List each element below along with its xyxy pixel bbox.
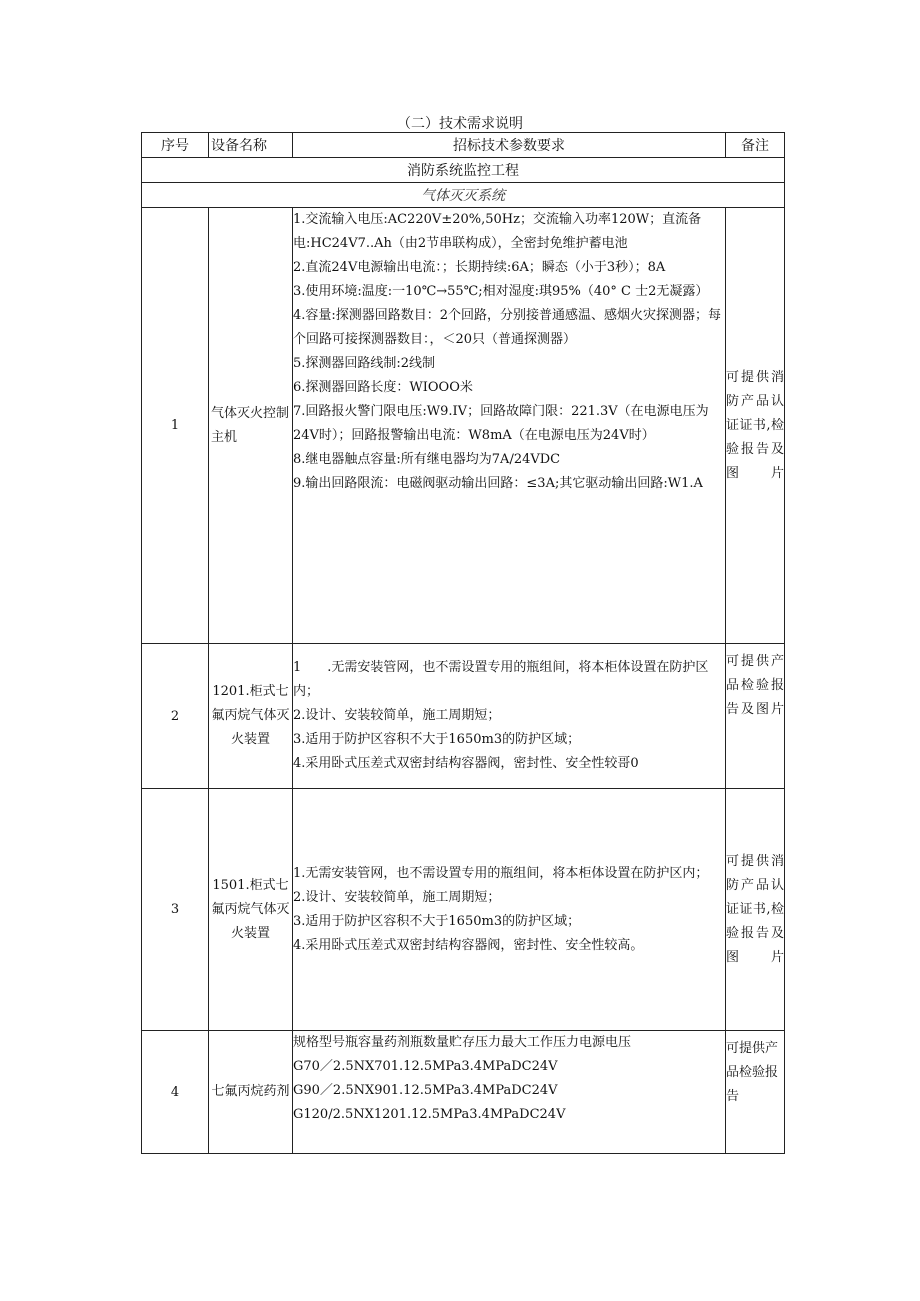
row-params bbox=[293, 644, 726, 789]
header-note: 备注 bbox=[726, 133, 785, 158]
param-line: 1.无需安装管网，也不需设置专用的瓶组间，将本柜体设置在防护区内； bbox=[293, 865, 709, 881]
param-line: 3.适用于防护区容积不大于1650m3的防护区域； bbox=[293, 913, 581, 929]
section-row bbox=[142, 158, 785, 183]
param-line: 1 .无需安装管网，也不需设置专用的瓶组间，将本柜体设置在防护区内； bbox=[293, 660, 709, 699]
row-note: 可提供产品检验报告 bbox=[726, 1031, 785, 1154]
row-device-name: 七氟丙烷药剂 bbox=[209, 1031, 293, 1154]
table-row bbox=[142, 208, 785, 644]
param-line: 4.容量:探测器回路数目：2个回路，分别接普通感温、感烟火灾探测器；每个回路可接探测器数目：，＜20只（普通探测器） bbox=[293, 308, 722, 347]
table-row bbox=[142, 1031, 785, 1154]
param-line: G90／2.5NX901.12.5MPa3.4MPaDC24V bbox=[293, 1083, 558, 1098]
param-line: 规格型号瓶容量药剂瓶数量贮存压力最大工作压力电源电压 bbox=[293, 1035, 632, 1050]
subsection-title: 气体灭灭系统 bbox=[142, 183, 785, 208]
row-index: 3 bbox=[142, 789, 209, 1031]
param-line: G120/2.5NX1201.12.5MPa3.4MPaDC24V bbox=[293, 1107, 566, 1122]
row-params bbox=[293, 208, 726, 644]
param-line: 2.直流24V电源输出电流：；长期持续:6A；瞬态（小于3秒）；8A bbox=[293, 260, 666, 275]
header-params: 招标技术参数要求 bbox=[293, 133, 726, 158]
table-row bbox=[142, 644, 785, 789]
row-index: 1 bbox=[142, 208, 209, 644]
param-line: 4.采用卧式压差式双密封结构容器阀，密封性、安全性较高。 bbox=[293, 937, 644, 953]
param-line: 5.探测器回路线制:2线制 bbox=[293, 356, 436, 371]
param-line: 1.交流输入电压:AC220V±20%,50Hz；交流输入功率120W；直流备电:HC24V7..Ah（由2节串联构成），全密封免维护蓄电池 bbox=[293, 212, 702, 251]
section-title: 消防系统监控工程 bbox=[142, 158, 785, 183]
param-line: 6.探测器回路长度：WIOOO米 bbox=[293, 380, 473, 395]
subsection-row bbox=[142, 183, 785, 208]
param-line: 8.继电器触点容量:所有继电器均为7A/24VDC bbox=[293, 452, 561, 467]
row-index: 2 bbox=[142, 644, 209, 789]
header-device-name: 设备名称 bbox=[209, 133, 293, 158]
param-line: 4.采用卧式压差式双密封结构容器阀，密封性、安全性较哥0 bbox=[293, 756, 639, 771]
param-line: 3.使用环境:温度:一10℃→55℃;相对湿度:琪95%（40° C 士2无凝露） bbox=[293, 284, 709, 299]
param-line: 7.回路报火警门限电压:W9.IV；回路故障门限：221.3V（在电源电压为24V时）；回路报警输出电流：W8mA（在电源电压为24V时） bbox=[293, 404, 709, 443]
row-note: 可提供消防产品认证证书,检验报告及图片 bbox=[726, 208, 785, 644]
param-line: 3.适用于防护区容积不大于1650m3的防护区域； bbox=[293, 732, 581, 747]
header-index: 序号 bbox=[142, 133, 209, 158]
param-line: 2.设计、安装较简单，施工周期短； bbox=[293, 708, 501, 723]
row-index: 4 bbox=[142, 1031, 209, 1154]
row-device-name: 1201.柜式七氟丙烷气体灭火装置 bbox=[209, 644, 293, 789]
param-line: G70／2.5NX701.12.5MPa3.4MPaDC24V bbox=[293, 1059, 558, 1074]
row-note: 可提供消防产品认证证书,检验报告及图片 bbox=[726, 789, 785, 1031]
row-note: 可提供产品检验报告及图片 bbox=[726, 644, 785, 789]
param-line: 9.输出回路限流：电磁阀驱动输出回路：≤3A;其它驱动输出回路:W1.A bbox=[293, 476, 703, 491]
param-line: 2.设计、安装较简单，施工周期短； bbox=[293, 889, 501, 905]
table-row bbox=[142, 789, 785, 1031]
row-params bbox=[293, 789, 726, 1031]
row-params bbox=[293, 1031, 726, 1154]
row-device-name: 1501.柜式七氟丙烷气体灭火装置 bbox=[209, 789, 293, 1031]
tech-requirements-table bbox=[141, 132, 785, 1154]
row-device-name: 气体灭火控制主机 bbox=[209, 208, 293, 644]
document-title: （二）技术需求说明 bbox=[397, 116, 523, 132]
header-row bbox=[142, 133, 785, 158]
